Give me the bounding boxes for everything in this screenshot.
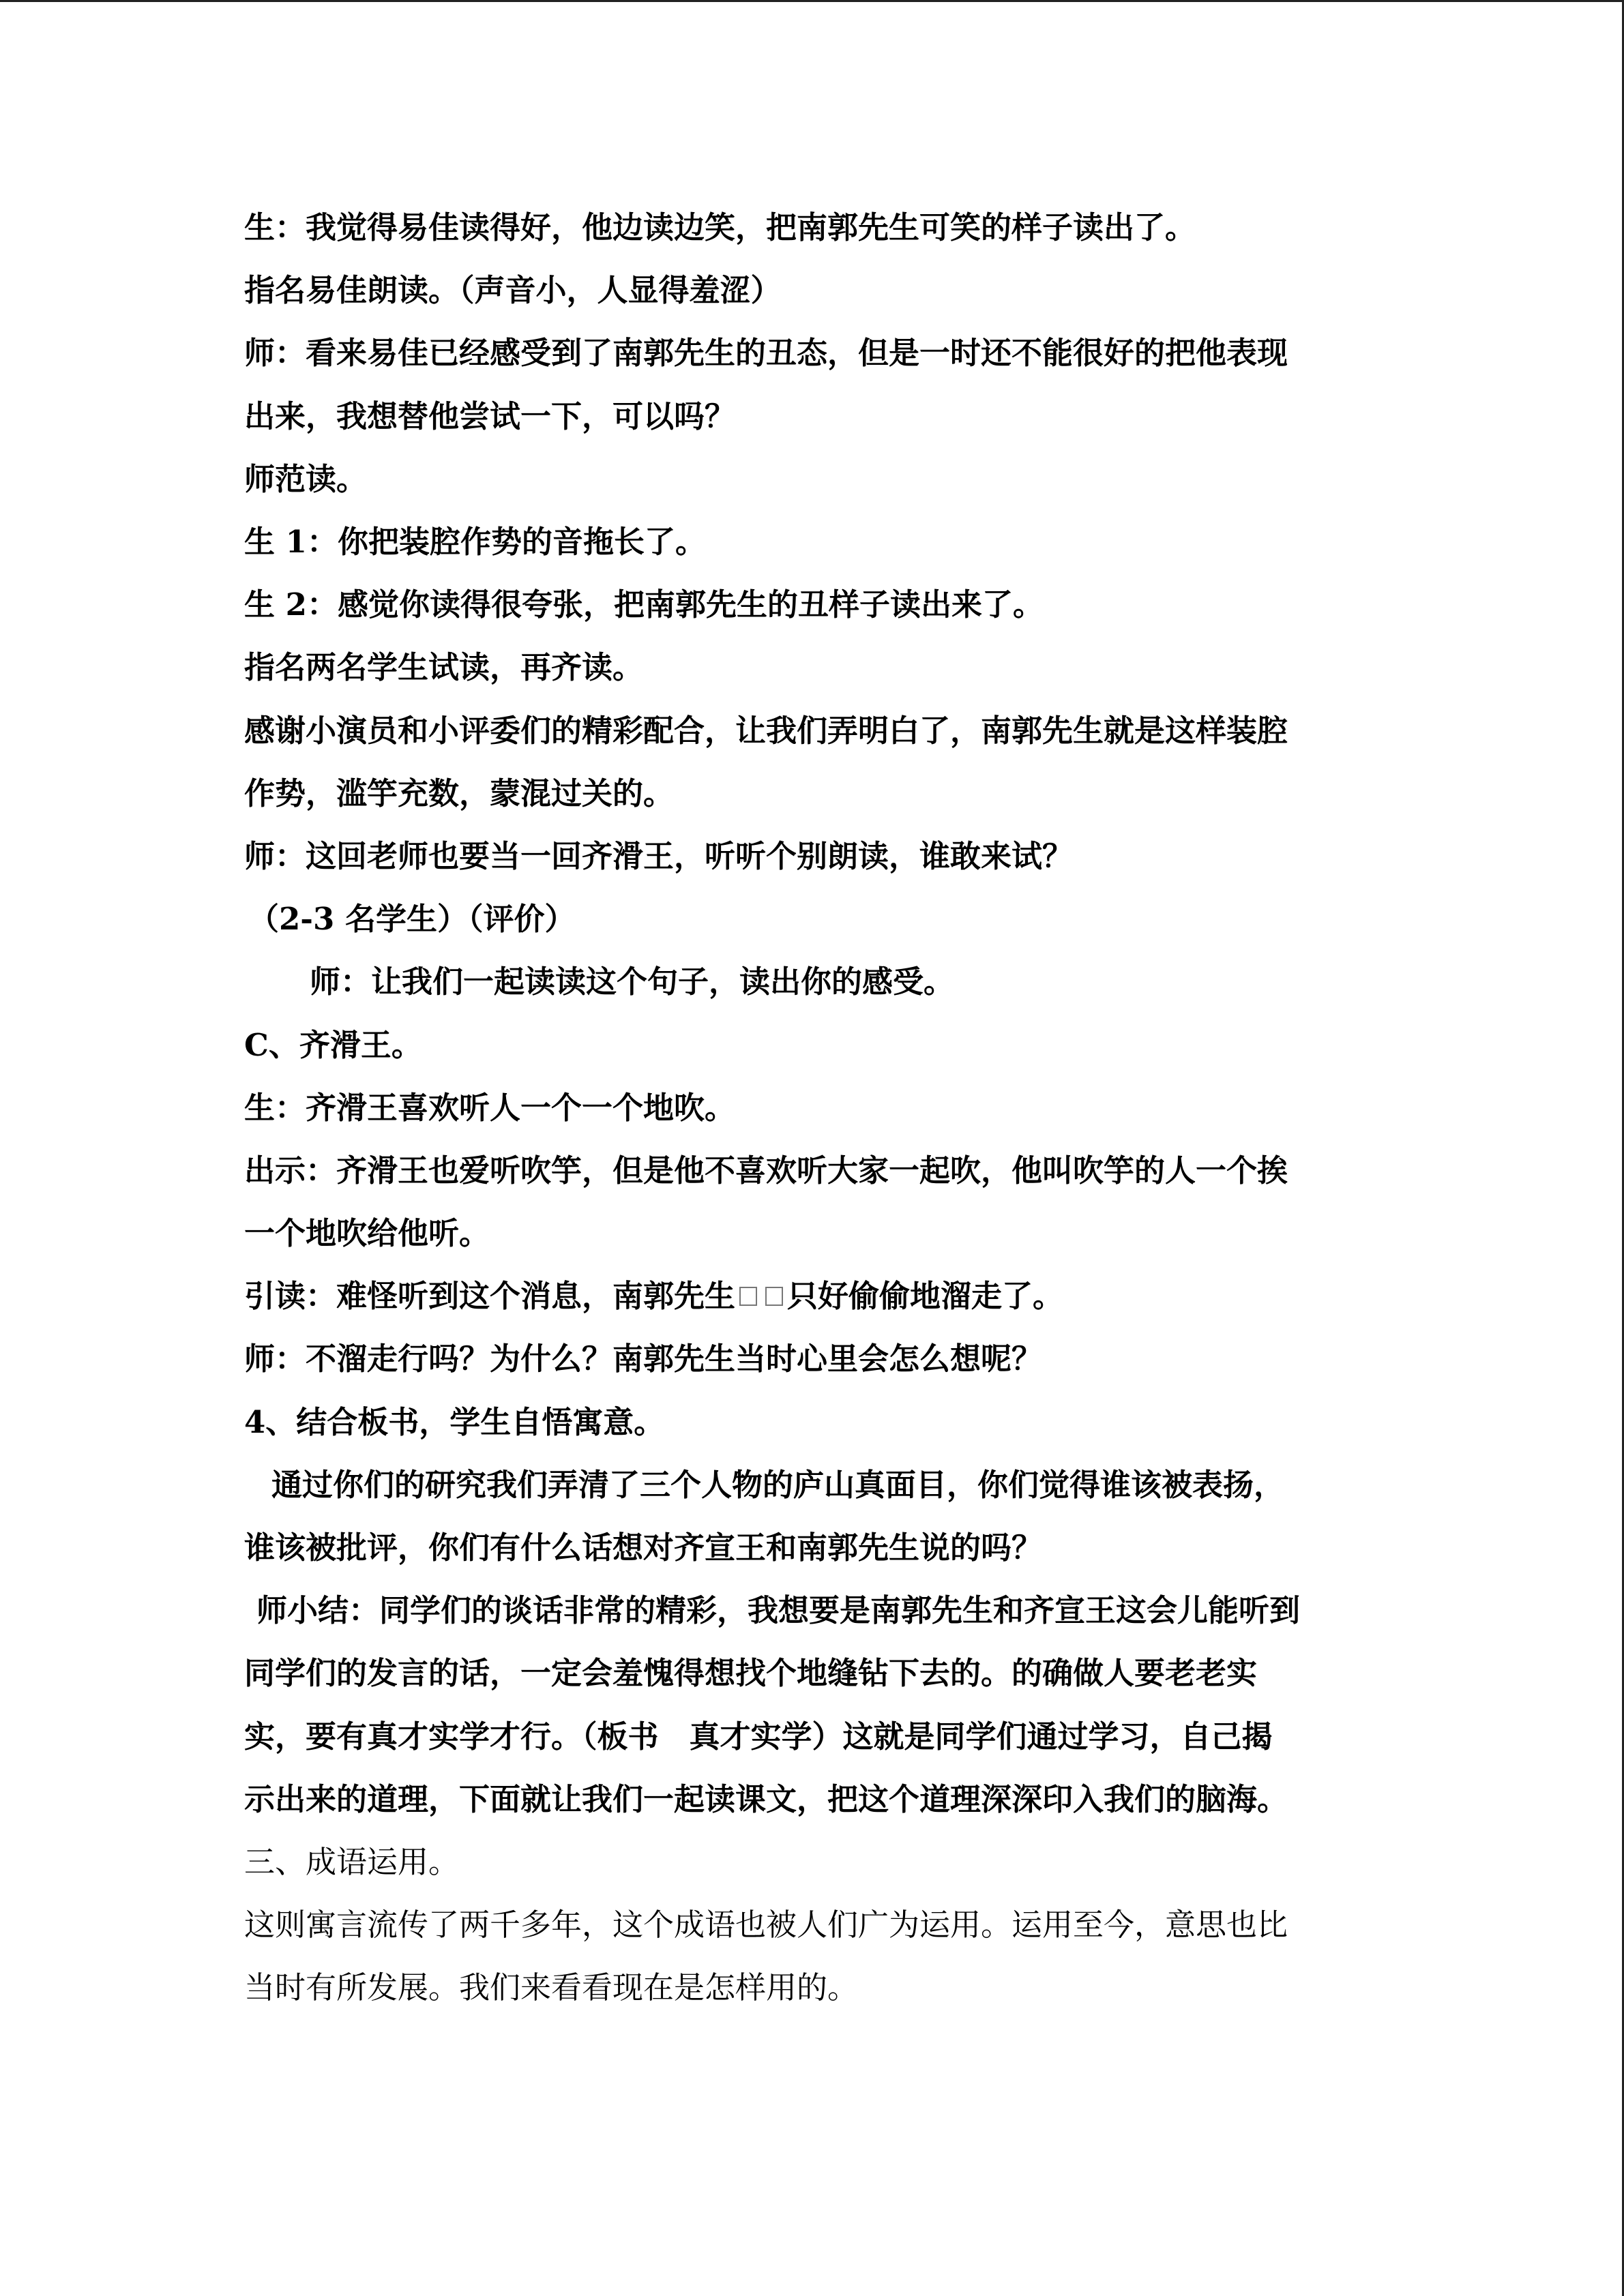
paragraph-line: 感谢小演员和小评委们的精彩配合，让我们弄明白了，南郭先生就是这样装腔 [244, 712, 1288, 749]
paragraph-line: 师：看来易佳已经感受到了南郭先生的丑态，但是一时还不能很好的把他表现 [244, 335, 1288, 372]
paragraph-line: 师范读。 [244, 460, 368, 497]
paragraph-line: 师：不溜走行吗？为什么？南郭先生当时心里会怎么想呢？ [244, 1341, 1043, 1377]
paragraph-line: 当时有所发展。我们来看看现在是怎样用的。 [244, 1969, 859, 2006]
paragraph-line: 出示：齐滑王也爱听吹竽，但是他不喜欢听大家一起吹，他叫吹竽的人一个挨 [244, 1152, 1288, 1189]
paragraph-line: 生 2：感觉你读得很夸张，把南郭先生的丑样子读出来了。 [244, 586, 1044, 623]
paragraph-line: 生：齐滑王喜欢听人一个一个地吹。 [244, 1089, 736, 1126]
paragraph-line-with-placeholders [244, 1265, 1397, 1328]
paragraph-line: 作势，滥竽充数，蒙混过关的。 [244, 775, 675, 811]
paragraph-line: 指名两名学生试读，再齐读。 [244, 649, 644, 686]
paragraph-line: 示出来的道理，下面就让我们一起读课文，把这个道理深深印入我们的脑海。 [244, 1780, 1288, 1817]
paragraph-line: 生 1：你把装腔作势的音拖长了。 [244, 524, 706, 561]
paragraph-line: C、齐滑王。 [244, 1026, 422, 1063]
paragraph-line: 师：这回老师也要当一回齐滑王，听听个别朗读，谁敢来试？ [244, 837, 1074, 874]
paragraph-line: 这则寓言流传了两千多年，这个成语也被人们广为运用。运用至今，意思也比 [244, 1907, 1288, 1943]
paragraph-line: 实，要有真才实学才行。（板书 真才实学）这就是同学们通过学习，自己揭 [244, 1718, 1273, 1755]
paragraph-line: 师：让我们一起读读这个句子，读出你的感受。 [310, 964, 955, 1000]
document-body [244, 196, 1397, 2019]
paragraph-line: 4、结合板书，学生自悟寓意。 [244, 1403, 665, 1440]
paragraph-line: 指名易佳朗读。（声音小，人显得羞涩） [244, 272, 782, 309]
paragraph-line: 一个地吹给他听。 [244, 1215, 490, 1252]
paragraph-line: 出来，我想替他尝试一下，可以吗？ [244, 398, 736, 434]
paragraph-line: 谁该被批评，你们有什么话想对齐宣王和南郭先生说的吗？ [244, 1530, 1043, 1566]
paragraph-line: 师小结：同学们的谈话非常的精彩，我想要是南郭先生和齐宣王这会儿能听到 [256, 1592, 1301, 1629]
paragraph-line: 同学们的发言的话，一定会羞愧得想找个地缝钻下去的。的确做人要老老实 [244, 1655, 1258, 1692]
paragraph-line: （2-3 名学生）（评价） [248, 901, 576, 938]
paragraph-text-before: 引读：难怪听到这个消息，南郭先生 [244, 1278, 736, 1315]
paragraph-text-after: 只好偷偷地溜走了。 [787, 1278, 1064, 1315]
paragraph-line: 通过你们的研究我们弄清了三个人物的庐山真面目，你们觉得谁该被表扬， [271, 1466, 1285, 1503]
missing-glyph-box-icon [765, 1287, 783, 1306]
missing-glyph-box-icon [739, 1287, 757, 1306]
paragraph-line: 生：我觉得易佳读得好，他边读边笑，把南郭先生可笑的样子读出了。 [244, 209, 1196, 246]
section-heading: 三、成语运用。 [244, 1843, 460, 1880]
